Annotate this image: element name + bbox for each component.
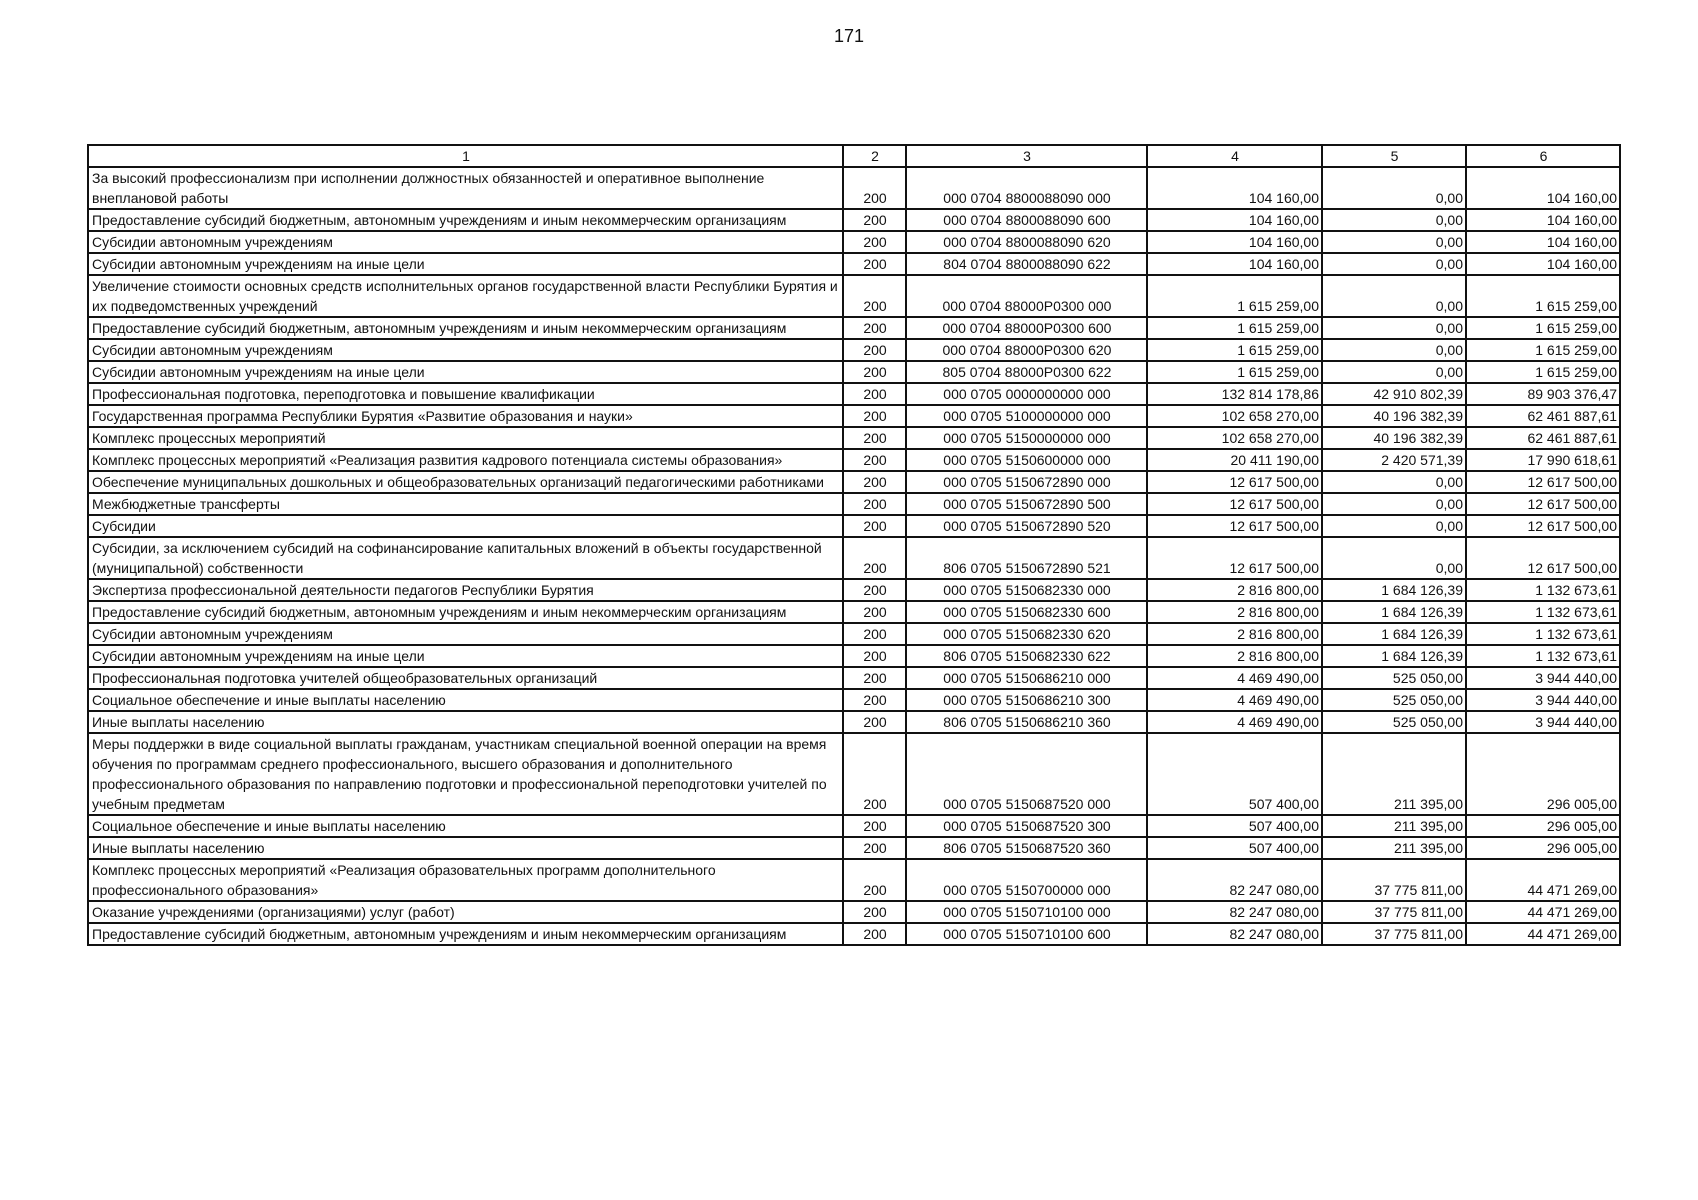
row-kbk-cell: 000 0705 5150672890 520 <box>906 515 1147 537</box>
row-amount-col5-cell: 0,00 <box>1322 167 1466 209</box>
table-body <box>88 167 1620 945</box>
row-name-cell: Предоставление субсидий бюджетным, автономным учреждениям и иным некоммерческим организациям <box>88 923 843 945</box>
row-amount-col5-cell: 37 775 811,00 <box>1322 923 1466 945</box>
row-amount-col5-cell: 37 775 811,00 <box>1322 859 1466 901</box>
row-amount-col5-cell: 0,00 <box>1322 515 1466 537</box>
row-amount-col4-cell: 132 814 178,86 <box>1147 383 1322 405</box>
row-amount-col4-cell: 507 400,00 <box>1147 815 1322 837</box>
row-amount-col4-cell: 82 247 080,00 <box>1147 859 1322 901</box>
row-amount-col6-cell: 12 617 500,00 <box>1466 493 1620 515</box>
row-amount-col5-cell: 37 775 811,00 <box>1322 901 1466 923</box>
row-name-cell: Экспертиза профессиональной деятельности педагогов Республики Бурятия <box>88 579 843 601</box>
row-amount-col6-cell: 1 615 259,00 <box>1466 275 1620 317</box>
row-name-cell: Субсидии, за исключением субсидий на софинансирование капитальных вложений в объекты государственной (муниципальной) собственности <box>88 537 843 579</box>
row-kbk-cell: 000 0705 5150686210 000 <box>906 667 1147 689</box>
row-kbk-cell: 805 0704 88000P0300 622 <box>906 361 1147 383</box>
row-code-cell: 200 <box>843 449 906 471</box>
row-amount-col6-cell: 1 615 259,00 <box>1466 361 1620 383</box>
row-code-cell: 200 <box>843 837 906 859</box>
row-amount-col6-cell: 296 005,00 <box>1466 837 1620 859</box>
row-amount-col5-cell: 1 684 126,39 <box>1322 645 1466 667</box>
row-code-cell: 200 <box>843 231 906 253</box>
row-amount-col4-cell: 12 617 500,00 <box>1147 471 1322 493</box>
row-name-cell: Обеспечение муниципальных дошкольных и общеобразовательных организаций педагогическими работниками <box>88 471 843 493</box>
row-name-cell: Субсидии автономным учреждениям <box>88 231 843 253</box>
row-amount-col5-cell: 1 684 126,39 <box>1322 579 1466 601</box>
row-amount-col5-cell: 2 420 571,39 <box>1322 449 1466 471</box>
row-kbk-cell: 000 0704 88000P0300 620 <box>906 339 1147 361</box>
row-amount-col5-cell: 0,00 <box>1322 231 1466 253</box>
row-amount-col4-cell: 102 658 270,00 <box>1147 405 1322 427</box>
row-amount-col6-cell: 104 160,00 <box>1466 253 1620 275</box>
row-code-cell: 200 <box>843 601 906 623</box>
column-header-6: 6 <box>1466 145 1620 167</box>
row-name-cell: Профессиональная подготовка учителей общеобразовательных организаций <box>88 667 843 689</box>
row-code-cell: 200 <box>843 167 906 209</box>
row-amount-col4-cell: 104 160,00 <box>1147 167 1322 209</box>
row-code-cell: 200 <box>843 579 906 601</box>
row-code-cell: 200 <box>843 733 906 815</box>
row-amount-col4-cell: 4 469 490,00 <box>1147 711 1322 733</box>
table-row <box>88 405 1620 427</box>
row-amount-col4-cell: 2 816 800,00 <box>1147 601 1322 623</box>
table-row <box>88 689 1620 711</box>
table-row <box>88 167 1620 209</box>
table-row <box>88 837 1620 859</box>
row-name-cell: Иные выплаты населению <box>88 711 843 733</box>
table-row <box>88 923 1620 945</box>
row-amount-col4-cell: 104 160,00 <box>1147 209 1322 231</box>
row-kbk-cell: 000 0705 5150682330 600 <box>906 601 1147 623</box>
column-header-3: 3 <box>906 145 1147 167</box>
row-amount-col4-cell: 2 816 800,00 <box>1147 645 1322 667</box>
row-kbk-cell: 806 0705 5150687520 360 <box>906 837 1147 859</box>
row-code-cell: 200 <box>843 361 906 383</box>
row-kbk-cell: 000 0705 5150672890 500 <box>906 493 1147 515</box>
row-amount-col6-cell: 44 471 269,00 <box>1466 923 1620 945</box>
table-row <box>88 275 1620 317</box>
table-row <box>88 471 1620 493</box>
row-name-cell: Иные выплаты населению <box>88 837 843 859</box>
row-code-cell: 200 <box>843 923 906 945</box>
row-name-cell: Предоставление субсидий бюджетным, автономным учреждениям и иным некоммерческим организациям <box>88 317 843 339</box>
table-row <box>88 579 1620 601</box>
row-amount-col4-cell: 82 247 080,00 <box>1147 923 1322 945</box>
header-row <box>88 145 1620 167</box>
row-amount-col6-cell: 296 005,00 <box>1466 733 1620 815</box>
row-amount-col6-cell: 17 990 618,61 <box>1466 449 1620 471</box>
row-amount-col4-cell: 12 617 500,00 <box>1147 493 1322 515</box>
row-code-cell: 200 <box>843 623 906 645</box>
page-number: 171 <box>833 26 865 46</box>
row-code-cell: 200 <box>843 493 906 515</box>
row-name-cell: Субсидии <box>88 515 843 537</box>
column-header-1: 1 <box>88 145 843 167</box>
row-amount-col6-cell: 12 617 500,00 <box>1466 471 1620 493</box>
row-name-cell: Социальное обеспечение и иные выплаты населению <box>88 815 843 837</box>
row-name-cell: Субсидии автономным учреждениям на иные цели <box>88 253 843 275</box>
row-amount-col6-cell: 12 617 500,00 <box>1466 537 1620 579</box>
row-amount-col5-cell: 0,00 <box>1322 471 1466 493</box>
row-code-cell: 200 <box>843 515 906 537</box>
row-amount-col6-cell: 1 132 673,61 <box>1466 579 1620 601</box>
row-code-cell: 200 <box>843 275 906 317</box>
table-row <box>88 815 1620 837</box>
row-amount-col6-cell: 1 615 259,00 <box>1466 317 1620 339</box>
budget-table <box>87 144 1621 946</box>
row-amount-col4-cell: 102 658 270,00 <box>1147 427 1322 449</box>
row-amount-col6-cell: 3 944 440,00 <box>1466 711 1620 733</box>
row-amount-col5-cell: 211 395,00 <box>1322 815 1466 837</box>
row-amount-col5-cell: 525 050,00 <box>1322 689 1466 711</box>
column-header-5: 5 <box>1322 145 1466 167</box>
row-name-cell: Предоставление субсидий бюджетным, автономным учреждениям и иным некоммерческим организациям <box>88 209 843 231</box>
row-code-cell: 200 <box>843 209 906 231</box>
row-kbk-cell: 000 0704 8800088090 600 <box>906 209 1147 231</box>
row-name-cell: Комплекс процессных мероприятий «Реализация образовательных программ дополнительного профессионального образования» <box>88 859 843 901</box>
row-amount-col5-cell: 40 196 382,39 <box>1322 427 1466 449</box>
row-name-cell: Профессиональная подготовка, переподготовка и повышение квалификации <box>88 383 843 405</box>
row-name-cell: Комплекс процессных мероприятий «Реализация развития кадрового потенциала системы образования» <box>88 449 843 471</box>
table-row <box>88 623 1620 645</box>
table-row <box>88 645 1620 667</box>
row-amount-col4-cell: 507 400,00 <box>1147 837 1322 859</box>
row-kbk-cell: 806 0705 5150682330 622 <box>906 645 1147 667</box>
row-kbk-cell: 000 0705 5150000000 000 <box>906 427 1147 449</box>
row-name-cell: За высокий профессионализм при исполнении должностных обязанностей и оперативное выполнение внеплановой работы <box>88 167 843 209</box>
table-row <box>88 667 1620 689</box>
row-amount-col5-cell: 0,00 <box>1322 339 1466 361</box>
row-amount-col5-cell: 1 684 126,39 <box>1322 601 1466 623</box>
row-name-cell: Субсидии автономным учреждениям на иные цели <box>88 361 843 383</box>
row-amount-col6-cell: 1 132 673,61 <box>1466 645 1620 667</box>
row-amount-col6-cell: 104 160,00 <box>1466 231 1620 253</box>
row-amount-col4-cell: 2 816 800,00 <box>1147 623 1322 645</box>
row-amount-col4-cell: 1 615 259,00 <box>1147 317 1322 339</box>
row-kbk-cell: 000 0704 8800088090 620 <box>906 231 1147 253</box>
table-row <box>88 901 1620 923</box>
row-name-cell: Оказание учреждениями (организациями) услуг (работ) <box>88 901 843 923</box>
row-code-cell: 200 <box>843 815 906 837</box>
row-code-cell: 200 <box>843 537 906 579</box>
row-amount-col4-cell: 104 160,00 <box>1147 231 1322 253</box>
row-amount-col5-cell: 0,00 <box>1322 537 1466 579</box>
row-name-cell: Субсидии автономным учреждениям <box>88 623 843 645</box>
row-name-cell: Предоставление субсидий бюджетным, автономным учреждениям и иным некоммерческим организациям <box>88 601 843 623</box>
row-kbk-cell: 000 0705 5100000000 000 <box>906 405 1147 427</box>
row-code-cell: 200 <box>843 901 906 923</box>
row-name-cell: Социальное обеспечение и иные выплаты населению <box>88 689 843 711</box>
row-amount-col6-cell: 104 160,00 <box>1466 167 1620 209</box>
table-row <box>88 361 1620 383</box>
row-code-cell: 200 <box>843 667 906 689</box>
row-amount-col5-cell: 0,00 <box>1322 493 1466 515</box>
table-row <box>88 449 1620 471</box>
row-amount-col4-cell: 12 617 500,00 <box>1147 515 1322 537</box>
table-row <box>88 209 1620 231</box>
row-amount-col6-cell: 3 944 440,00 <box>1466 689 1620 711</box>
row-name-cell: Государственная программа Республики Бурятия «Развитие образования и науки» <box>88 405 843 427</box>
row-amount-col4-cell: 20 411 190,00 <box>1147 449 1322 471</box>
row-amount-col5-cell: 0,00 <box>1322 275 1466 317</box>
row-kbk-cell: 806 0705 5150686210 360 <box>906 711 1147 733</box>
table-row <box>88 231 1620 253</box>
table-row <box>88 859 1620 901</box>
row-code-cell: 200 <box>843 711 906 733</box>
row-code-cell: 200 <box>843 317 906 339</box>
row-amount-col5-cell: 40 196 382,39 <box>1322 405 1466 427</box>
row-kbk-cell: 000 0705 5150710100 600 <box>906 923 1147 945</box>
row-amount-col5-cell: 525 050,00 <box>1322 711 1466 733</box>
column-header-2: 2 <box>843 145 906 167</box>
row-kbk-cell: 000 0704 88000P0300 600 <box>906 317 1147 339</box>
row-amount-col6-cell: 1 132 673,61 <box>1466 601 1620 623</box>
row-amount-col6-cell: 1 132 673,61 <box>1466 623 1620 645</box>
row-amount-col6-cell: 296 005,00 <box>1466 815 1620 837</box>
row-amount-col4-cell: 507 400,00 <box>1147 733 1322 815</box>
row-name-cell: Комплекс процессных мероприятий <box>88 427 843 449</box>
row-amount-col5-cell: 211 395,00 <box>1322 837 1466 859</box>
table-row <box>88 515 1620 537</box>
row-amount-col6-cell: 3 944 440,00 <box>1466 667 1620 689</box>
row-kbk-cell: 000 0705 5150682330 620 <box>906 623 1147 645</box>
row-kbk-cell: 000 0705 5150672890 000 <box>906 471 1147 493</box>
table-row <box>88 253 1620 275</box>
row-amount-col4-cell: 82 247 080,00 <box>1147 901 1322 923</box>
row-amount-col5-cell: 211 395,00 <box>1322 733 1466 815</box>
row-code-cell: 200 <box>843 471 906 493</box>
row-code-cell: 200 <box>843 253 906 275</box>
table-row <box>88 537 1620 579</box>
row-amount-col4-cell: 4 469 490,00 <box>1147 667 1322 689</box>
row-kbk-cell: 000 0705 0000000000 000 <box>906 383 1147 405</box>
row-code-cell: 200 <box>843 689 906 711</box>
row-name-cell: Межбюджетные трансферты <box>88 493 843 515</box>
row-name-cell: Меры поддержки в виде социальной выплаты гражданам, участникам специальной военной операции на время обучения по программам среднего профессионального, высшего образования и дополнительного профессионального образования по направлению подготовки и профессиональной переподготовки учителей по учебным предметам <box>88 733 843 815</box>
row-kbk-cell: 806 0705 5150672890 521 <box>906 537 1147 579</box>
row-amount-col4-cell: 1 615 259,00 <box>1147 361 1322 383</box>
row-amount-col6-cell: 89 903 376,47 <box>1466 383 1620 405</box>
row-kbk-cell: 000 0705 5150687520 300 <box>906 815 1147 837</box>
row-code-cell: 200 <box>843 859 906 901</box>
row-kbk-cell: 000 0705 5150686210 300 <box>906 689 1147 711</box>
row-amount-col5-cell: 0,00 <box>1322 209 1466 231</box>
row-amount-col4-cell: 4 469 490,00 <box>1147 689 1322 711</box>
table-row <box>88 317 1620 339</box>
row-amount-col6-cell: 62 461 887,61 <box>1466 427 1620 449</box>
row-amount-col4-cell: 1 615 259,00 <box>1147 339 1322 361</box>
row-kbk-cell: 000 0705 5150700000 000 <box>906 859 1147 901</box>
row-amount-col6-cell: 104 160,00 <box>1466 209 1620 231</box>
row-kbk-cell: 000 0705 5150710100 000 <box>906 901 1147 923</box>
row-name-cell: Увеличение стоимости основных средств исполнительных органов государственной власти Республики Бурятия и их подведомственных учреждений <box>88 275 843 317</box>
row-amount-col5-cell: 1 684 126,39 <box>1322 623 1466 645</box>
table-row <box>88 711 1620 733</box>
row-amount-col6-cell: 62 461 887,61 <box>1466 405 1620 427</box>
row-amount-col5-cell: 525 050,00 <box>1322 667 1466 689</box>
row-kbk-cell: 000 0705 5150687520 000 <box>906 733 1147 815</box>
table-row <box>88 427 1620 449</box>
row-kbk-cell: 804 0704 8800088090 622 <box>906 253 1147 275</box>
row-amount-col5-cell: 42 910 802,39 <box>1322 383 1466 405</box>
table-header <box>88 145 1620 167</box>
row-amount-col6-cell: 44 471 269,00 <box>1466 901 1620 923</box>
row-amount-col6-cell: 12 617 500,00 <box>1466 515 1620 537</box>
row-amount-col4-cell: 2 816 800,00 <box>1147 579 1322 601</box>
row-code-cell: 200 <box>843 427 906 449</box>
row-code-cell: 200 <box>843 645 906 667</box>
table-row <box>88 601 1620 623</box>
row-amount-col6-cell: 44 471 269,00 <box>1466 859 1620 901</box>
row-code-cell: 200 <box>843 405 906 427</box>
table-row <box>88 383 1620 405</box>
row-name-cell: Субсидии автономным учреждениям на иные цели <box>88 645 843 667</box>
row-amount-col5-cell: 0,00 <box>1322 253 1466 275</box>
row-name-cell: Субсидии автономным учреждениям <box>88 339 843 361</box>
row-kbk-cell: 000 0704 88000P0300 000 <box>906 275 1147 317</box>
row-amount-col4-cell: 104 160,00 <box>1147 253 1322 275</box>
row-amount-col5-cell: 0,00 <box>1322 361 1466 383</box>
column-header-4: 4 <box>1147 145 1322 167</box>
row-code-cell: 200 <box>843 383 906 405</box>
table-row <box>88 339 1620 361</box>
row-kbk-cell: 000 0705 5150682330 000 <box>906 579 1147 601</box>
row-kbk-cell: 000 0704 8800088090 000 <box>906 167 1147 209</box>
row-amount-col4-cell: 12 617 500,00 <box>1147 537 1322 579</box>
table-row <box>88 493 1620 515</box>
row-amount-col5-cell: 0,00 <box>1322 317 1466 339</box>
row-code-cell: 200 <box>843 339 906 361</box>
row-amount-col4-cell: 1 615 259,00 <box>1147 275 1322 317</box>
table-row <box>88 733 1620 815</box>
row-kbk-cell: 000 0705 5150600000 000 <box>906 449 1147 471</box>
row-amount-col6-cell: 1 615 259,00 <box>1466 339 1620 361</box>
